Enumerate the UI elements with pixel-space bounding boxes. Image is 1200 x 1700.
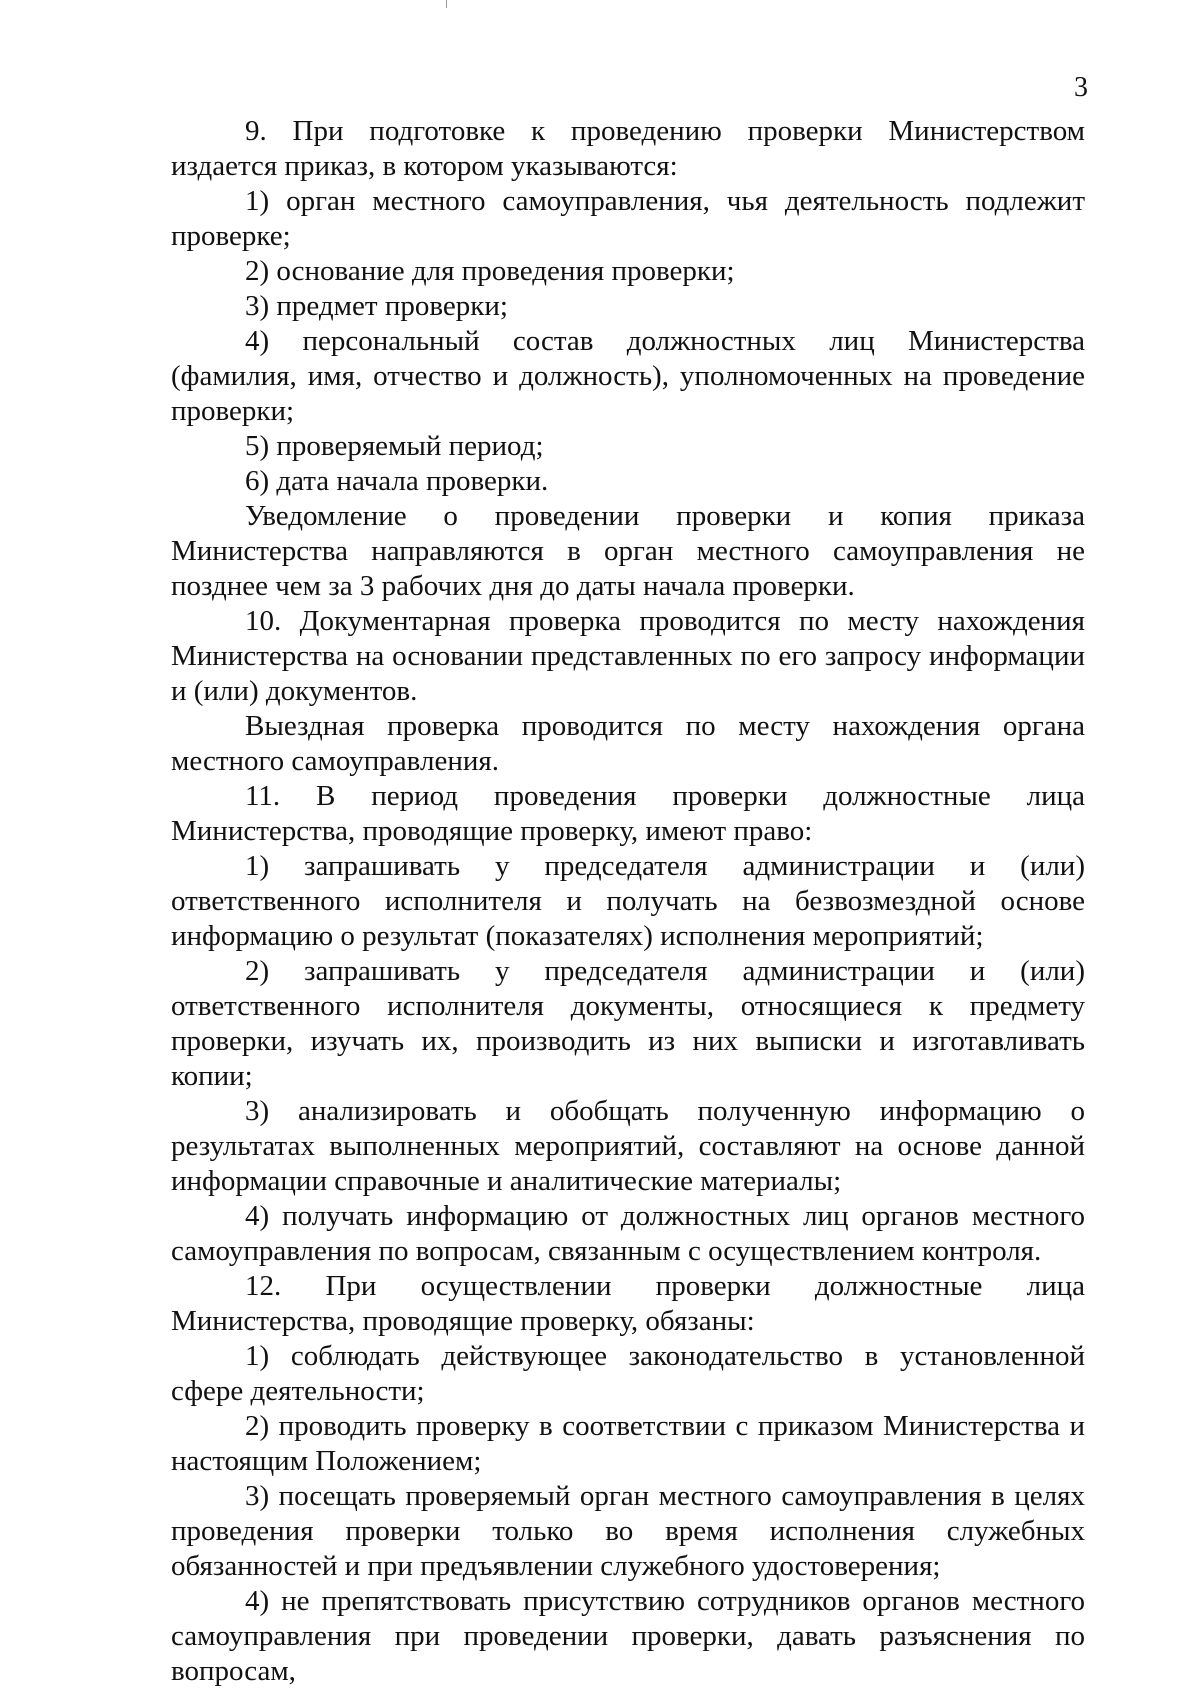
list-item-11-4: 4) получать информацию от должностных лиц органов местного самоуправления по вопросам, связанным с осуществлением контроля. [171, 1200, 1085, 1267]
list-item-9-5: 5) проверяемый период; [245, 430, 544, 462]
list-item-12-1: 1) соблюдать действующее законодательство в установленной сфере деятельности; [171, 1340, 1085, 1407]
scan-mark [446, 0, 447, 8]
paragraph-10-onsite: Выездная проверка проводится по месту нахождения органа местного самоуправления. [171, 710, 1085, 777]
list-item-9-4: 4) персональный состав должностных лиц Министерства (фамилия, имя, отчество и должность), уполномоченных на проведение проверки; [171, 325, 1085, 427]
list-item-12-3: 3) посещать проверяемый орган местного самоуправления в целях проведения проверки только во время исполнения служебных обязанностей и при предъявлении служебного удостоверения; [171, 1480, 1085, 1582]
list-item-9-2: 2) основание для проведения проверки; [245, 255, 735, 287]
list-item-9-6: 6) дата начала проверки. [245, 465, 549, 497]
paragraph-12: 12. При осуществлении проверки должностные лица Министерства, проводящие проверку, обязаны: [171, 1270, 1085, 1337]
document-body [171, 114, 1085, 1689]
list-item-9-3: 3) предмет проверки; [245, 290, 508, 322]
page-number: 3 [1074, 72, 1088, 103]
list-item-11-1: 1) запрашивать у председателя администрации и (или) ответственного исполнителя и получать на безвозмездной основе информацию о результат (показателях) исполнения мероприятий; [171, 850, 1085, 952]
notice-paragraph: Уведомление о проведении проверки и копия приказа Министерства направляются в орган местного самоуправления не позднее чем за 3 рабочих дня до даты начала проверки. [171, 500, 1085, 602]
paragraph-9: 9. При подготовке к проведению проверки Министерством издается приказ, в котором указываются: [171, 115, 1085, 182]
list-item-12-2: 2) проводить проверку в соответствии с приказом Министерства и настоящим Положением; [171, 1410, 1085, 1477]
paragraph-11: 11. В период проведения проверки должностные лица Министерства, проводящие проверку, имеют право: [171, 780, 1085, 847]
list-item-11-3: 3) анализировать и обобщать полученную информацию о результатах выполненных мероприятий, составляют на основе данной информации справочные и аналитические материалы; [171, 1095, 1085, 1197]
list-item-9-1: 1) орган местного самоуправления, чья деятельность подлежит проверке; [171, 185, 1085, 252]
list-item-11-2: 2) запрашивать у председателя администрации и (или) ответственного исполнителя документы, относящиеся к предмету проверки, изучать их, производить из них выписки и изготавливать копии; [171, 955, 1085, 1092]
paragraph-10: 10. Документарная проверка проводится по месту нахождения Министерства на основании представленных по его запросу информации и (или) документов. [171, 605, 1085, 707]
list-item-12-4: 4) не препятствовать присутствию сотрудников органов местного самоуправления при проведении проверки, давать разъяснения по вопросам, [171, 1585, 1085, 1687]
